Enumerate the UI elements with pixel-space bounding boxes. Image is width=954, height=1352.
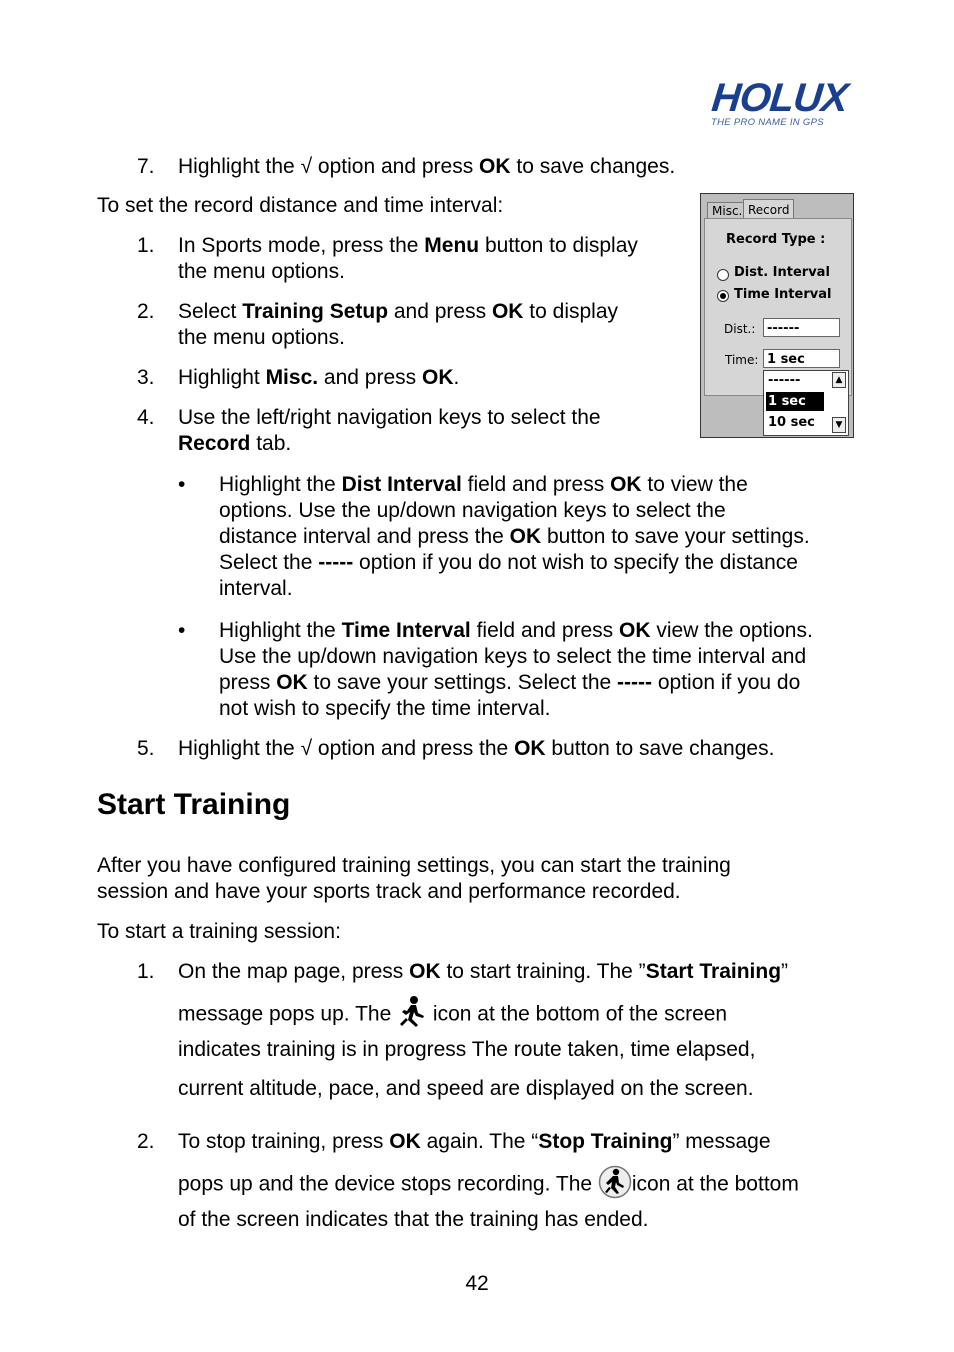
- bold-text: OK: [479, 155, 511, 178]
- bold-text: Time Interval: [341, 619, 471, 642]
- radio-dist-interval[interactable]: [717, 269, 729, 281]
- step-number: 1.: [137, 960, 155, 983]
- dist-interval-option: Dist. Interval: [734, 265, 830, 280]
- start-step-2: [137, 1129, 771, 1155]
- bullet-1-line-2: options. Use the up/down navigation keys to select the: [219, 499, 726, 522]
- text: Use the left/right navigation keys to select the: [178, 406, 601, 429]
- radio-time-interval[interactable]: [717, 290, 729, 302]
- step-3: [137, 365, 460, 391]
- list-item-selected[interactable]: 1 sec: [766, 392, 824, 411]
- start-step-2-line-2: [178, 1168, 799, 1202]
- section-intro-1: After you have configured training settings, you can start the training: [97, 854, 731, 877]
- list-item[interactable]: 10 sec: [768, 415, 815, 430]
- time-field[interactable]: 1 sec: [763, 349, 840, 368]
- text: option if you do: [652, 671, 801, 694]
- intro-record-interval: To set the record distance and time interval:: [97, 194, 504, 217]
- step-number: 2.: [137, 1130, 155, 1153]
- start-step-1-line-3: indicates training is in progress The route taken, time elapsed,: [178, 1038, 756, 1061]
- text: to save changes.: [510, 155, 676, 178]
- record-type-label: Record Type :: [726, 232, 826, 247]
- step-1: [137, 233, 638, 259]
- text: message pops up. The: [178, 1002, 398, 1026]
- bold-text: -----: [318, 551, 354, 574]
- text: field and press: [470, 619, 620, 642]
- text: Highlight the √ option and press the: [178, 737, 515, 760]
- step-1-cont: the menu options.: [178, 260, 345, 283]
- text: tab.: [250, 432, 292, 455]
- text: to start training. The ”: [440, 960, 646, 983]
- bold-text: OK: [422, 366, 454, 389]
- logo-tagline: THE PRO NAME IN GPS: [711, 117, 824, 128]
- bold-text: OK: [509, 525, 542, 548]
- step-number: 3.: [137, 366, 155, 389]
- text: and press: [318, 366, 422, 389]
- text: button to save changes.: [545, 737, 775, 760]
- text: to save your settings. Select the: [307, 671, 618, 694]
- time-options-list[interactable]: [763, 370, 849, 436]
- device-record-screen: [700, 193, 854, 438]
- text: On the map page, press: [178, 960, 410, 983]
- bold-text: OK: [610, 473, 642, 496]
- bold-text: Start Training: [645, 960, 782, 983]
- text: Highlight the √ option and press: [178, 155, 480, 178]
- step-5: [137, 736, 775, 762]
- text: and press: [388, 300, 492, 323]
- bold-text: OK: [409, 960, 441, 983]
- bold-text: Dist Interval: [341, 473, 462, 496]
- start-step-1: [137, 959, 789, 985]
- time-interval-option: Time Interval: [734, 287, 832, 302]
- bold-text: Misc.: [265, 366, 319, 389]
- text: press: [219, 671, 277, 694]
- bullet: •: [178, 473, 186, 496]
- running-man-icon: [397, 995, 427, 1029]
- text: pops up and the device stops recording. The: [178, 1172, 598, 1196]
- step-7: [137, 154, 676, 180]
- step-number: 7.: [137, 155, 155, 178]
- text: Highlight: [178, 366, 266, 389]
- text: icon at the bottom: [631, 1172, 799, 1196]
- stopped-runner-icon: [598, 1165, 632, 1199]
- bullet-2-line-4: not wish to specify the time interval.: [219, 697, 551, 720]
- section-heading: Start Training: [97, 788, 291, 821]
- bullet-2-line-2: Use the up/down navigation keys to select the time interval and: [219, 645, 807, 668]
- start-step-1-line-2: [178, 998, 727, 1032]
- holux-logo: [708, 76, 848, 136]
- section-intro-2: session and have your sports track and performance recorded.: [97, 880, 681, 903]
- bullet-1-line-5: interval.: [219, 577, 293, 600]
- start-session-intro: To start a training session:: [97, 920, 341, 943]
- text: .: [453, 366, 460, 389]
- step-number: 5.: [137, 737, 155, 760]
- step-number: 4.: [137, 406, 155, 429]
- page-number: 42: [465, 1272, 489, 1295]
- bullet-2-line-3: [219, 670, 800, 696]
- step-2-cont: the menu options.: [178, 326, 345, 349]
- step-4: [137, 405, 601, 431]
- text: button to display: [479, 234, 638, 257]
- bullet-dist-interval: [178, 472, 748, 498]
- step-2: [137, 299, 619, 325]
- text: Highlight the: [219, 473, 342, 496]
- dist-label: Dist.:: [724, 322, 756, 336]
- bold-text: OK: [276, 671, 308, 694]
- scroll-up-icon[interactable]: ▲: [832, 372, 846, 388]
- start-step-1-line-4: current altitude, pace, and speed are displayed on the screen.: [178, 1077, 754, 1100]
- list-item[interactable]: ------: [768, 373, 801, 388]
- tab-record[interactable]: Record: [743, 199, 794, 220]
- bold-text: Stop Training: [538, 1130, 673, 1153]
- text: to display: [523, 300, 619, 323]
- text: again. The “: [420, 1130, 539, 1153]
- dist-field[interactable]: ------: [763, 318, 840, 337]
- bold-text: Training Setup: [242, 300, 389, 323]
- text: view the options.: [650, 619, 813, 642]
- bold-text: Record: [178, 432, 251, 455]
- start-step-2-line-3: of the screen indicates that the training has ended.: [178, 1208, 649, 1231]
- text: distance interval and press the: [219, 525, 510, 548]
- time-label: Time:: [725, 353, 759, 367]
- text: Select the: [219, 551, 319, 574]
- text: To stop training, press: [178, 1130, 390, 1153]
- logo-brand: HOLUX: [709, 76, 850, 120]
- bold-text: OK: [514, 737, 546, 760]
- text: Select: [178, 300, 243, 323]
- text: Highlight the: [219, 619, 342, 642]
- text: button to save your settings.: [541, 525, 810, 548]
- bullet: •: [178, 619, 186, 642]
- bullet-1-line-3: [219, 524, 810, 550]
- text: option if you do not wish to specify the distance: [353, 551, 798, 574]
- bold-text: OK: [619, 619, 651, 642]
- step-number: 1.: [137, 234, 155, 257]
- text: field and press: [461, 473, 611, 496]
- bold-text: OK: [389, 1130, 421, 1153]
- bullet-1-line-4: [219, 550, 798, 576]
- scroll-down-icon[interactable]: ▼: [832, 417, 846, 433]
- step-4-cont: [178, 431, 291, 457]
- text: In Sports mode, press the: [178, 234, 425, 257]
- bold-text: Menu: [424, 234, 480, 257]
- text: ” message: [672, 1130, 771, 1153]
- step-number: 2.: [137, 300, 155, 323]
- bold-text: OK: [491, 300, 524, 323]
- bullet-time-interval: [178, 618, 813, 644]
- bold-text: -----: [617, 671, 652, 694]
- text: to view the: [641, 473, 748, 496]
- text: icon at the bottom of the screen: [427, 1002, 728, 1026]
- tab-misc[interactable]: Misc.: [707, 202, 747, 220]
- text: ”: [781, 960, 789, 983]
